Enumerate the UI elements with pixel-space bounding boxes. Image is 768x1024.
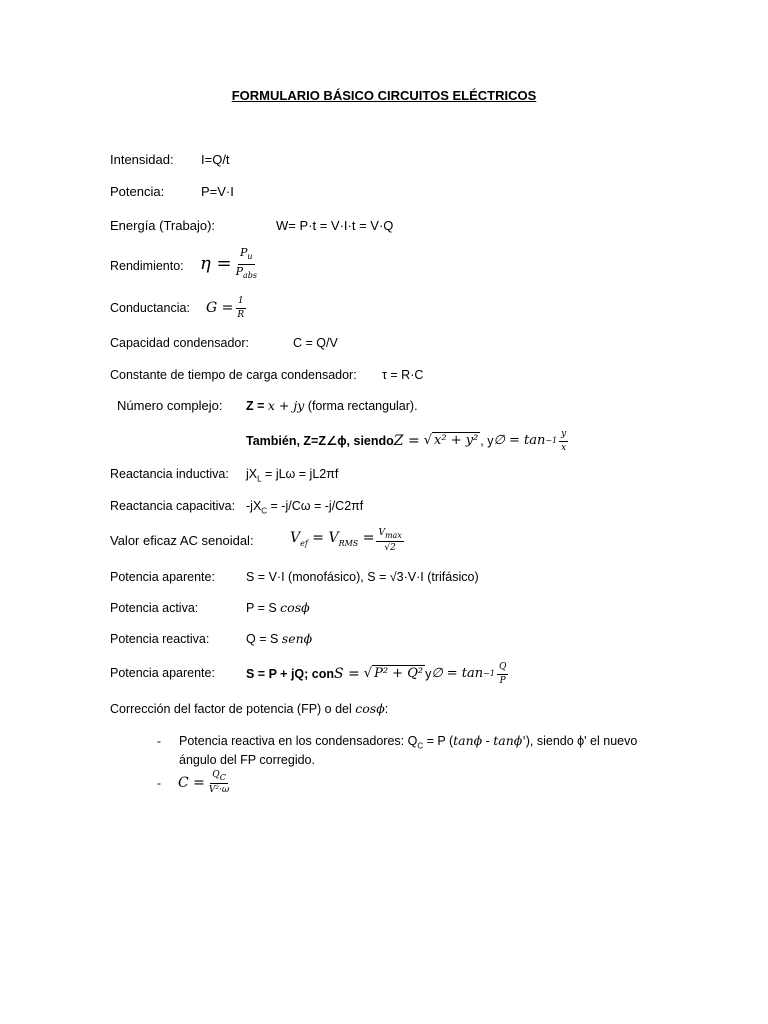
complejo-label: Número complejo:: [117, 398, 223, 413]
capacidad-formula: C = Q/V: [293, 336, 338, 350]
reactancia-ind-formula: $jX_L = jL\omega = jL2\pi f$: [246, 467, 339, 484]
complejo-formula: Z = x + jy (forma rectangular).: [246, 398, 418, 413]
bullet-dash-2: -: [157, 776, 161, 790]
rendimiento-den: $P_{abs}$: [235, 264, 257, 280]
intensidad-label: Intensidad:: [110, 152, 174, 167]
bullet-1-line-1: Potencia reactiva en los condensadores: $Q_C = P$ (tanϕ - tanϕ'), siendo ϕ' el nuevo: [179, 733, 638, 751]
rendimiento-formula: [200, 246, 261, 282]
qp-fraction: $\frac{Q}{P}$: [498, 661, 507, 686]
conductancia-lhs: G =: [206, 300, 234, 316]
pot-aparente2-label: Potencia aparente:: [110, 666, 215, 680]
reactancia-cap-formula: $-jX_C = -j/C\omega = -j/C2\pi f$: [246, 499, 364, 516]
rendimiento-label: Rendimiento:: [110, 259, 184, 273]
complejo-tambien: También, Z=Z∠ϕ, siendo Z = √ x² + y² , y ∅ = tan −1 $\frac{y}{x}$: [246, 428, 567, 453]
reactancia-cap-label: Reactancia capacitiva:: [110, 499, 236, 513]
potencia-label: Potencia:: [110, 184, 165, 199]
rendimiento-lhs: η =: [200, 253, 232, 274]
reactancia-ind-label: Reactancia inductiva:: [110, 467, 229, 481]
conductancia-fraction: $\frac{1}{R}$: [237, 295, 245, 320]
vmax-fraction: $\frac{V_{max}}{√2}$: [378, 527, 402, 554]
constante-label: Constante de tiempo de carga condensador:: [110, 368, 357, 382]
pot-aparente-label: Potencia aparente:: [110, 570, 215, 584]
energia-formula: W= P·t = V·I·t = V·Q: [276, 218, 394, 233]
pot-reactiva-formula: Q = S senϕ: [246, 631, 313, 646]
pot-aparente2-formula: S = P + jQ; con S = √ P² + Q² y ∅ = tan −1 $\frac{Q}{P}$: [246, 661, 507, 686]
correccion-heading: Corrección del factor de potencia (FP) o del cosϕ:: [110, 701, 389, 716]
valor-eficaz-label: Valor eficaz AC senoidal:: [110, 533, 254, 548]
capacidad-label: Capacidad condensador:: [110, 336, 249, 350]
complejo-yx-fraction: $\frac{y}{x}$: [561, 428, 567, 453]
page-title: FORMULARIO BÁSICO CIRCUITOS ELÉCTRICOS: [231, 88, 537, 103]
pot-aparente-formula: S = V·I (monofásico), S = √3·V·I (trifásico): [246, 570, 479, 584]
pot-activa-label: Potencia activa:: [110, 601, 199, 615]
constante-formula: τ = R·C: [382, 368, 424, 382]
bullet-dash-1: -: [157, 734, 161, 748]
conductancia-label: Conductancia:: [110, 301, 190, 315]
sqrt-pq: √ P² + Q²: [363, 666, 424, 681]
bullet-2-formula: C = $\frac{Q_C}{\text{V²·ω}}$: [178, 769, 230, 796]
potencia-formula: P=V·I: [201, 184, 234, 199]
energia-label: Energía (Trabajo):: [110, 218, 216, 233]
bullet-1-line-2: ángulo del FP corregido.: [179, 753, 315, 767]
pot-activa-formula: P = S cosϕ: [246, 600, 310, 615]
capacitor-fraction: $\frac{Q_C}{\text{V²·ω}}$: [208, 769, 230, 796]
conductancia-formula: [206, 294, 248, 322]
sqrt-xy: √ x² + y²: [423, 433, 479, 448]
rendimiento-fraction: [234, 246, 259, 281]
rendimiento-num: $P_u$: [238, 246, 255, 264]
pot-reactiva-label: Potencia reactiva:: [110, 632, 210, 646]
valor-eficaz-formula: $V_{ef} = V_{RMS}$ = $\frac{V_{max}}{√2}$: [290, 527, 402, 554]
intensidad-formula: I=Q/t: [201, 152, 230, 167]
